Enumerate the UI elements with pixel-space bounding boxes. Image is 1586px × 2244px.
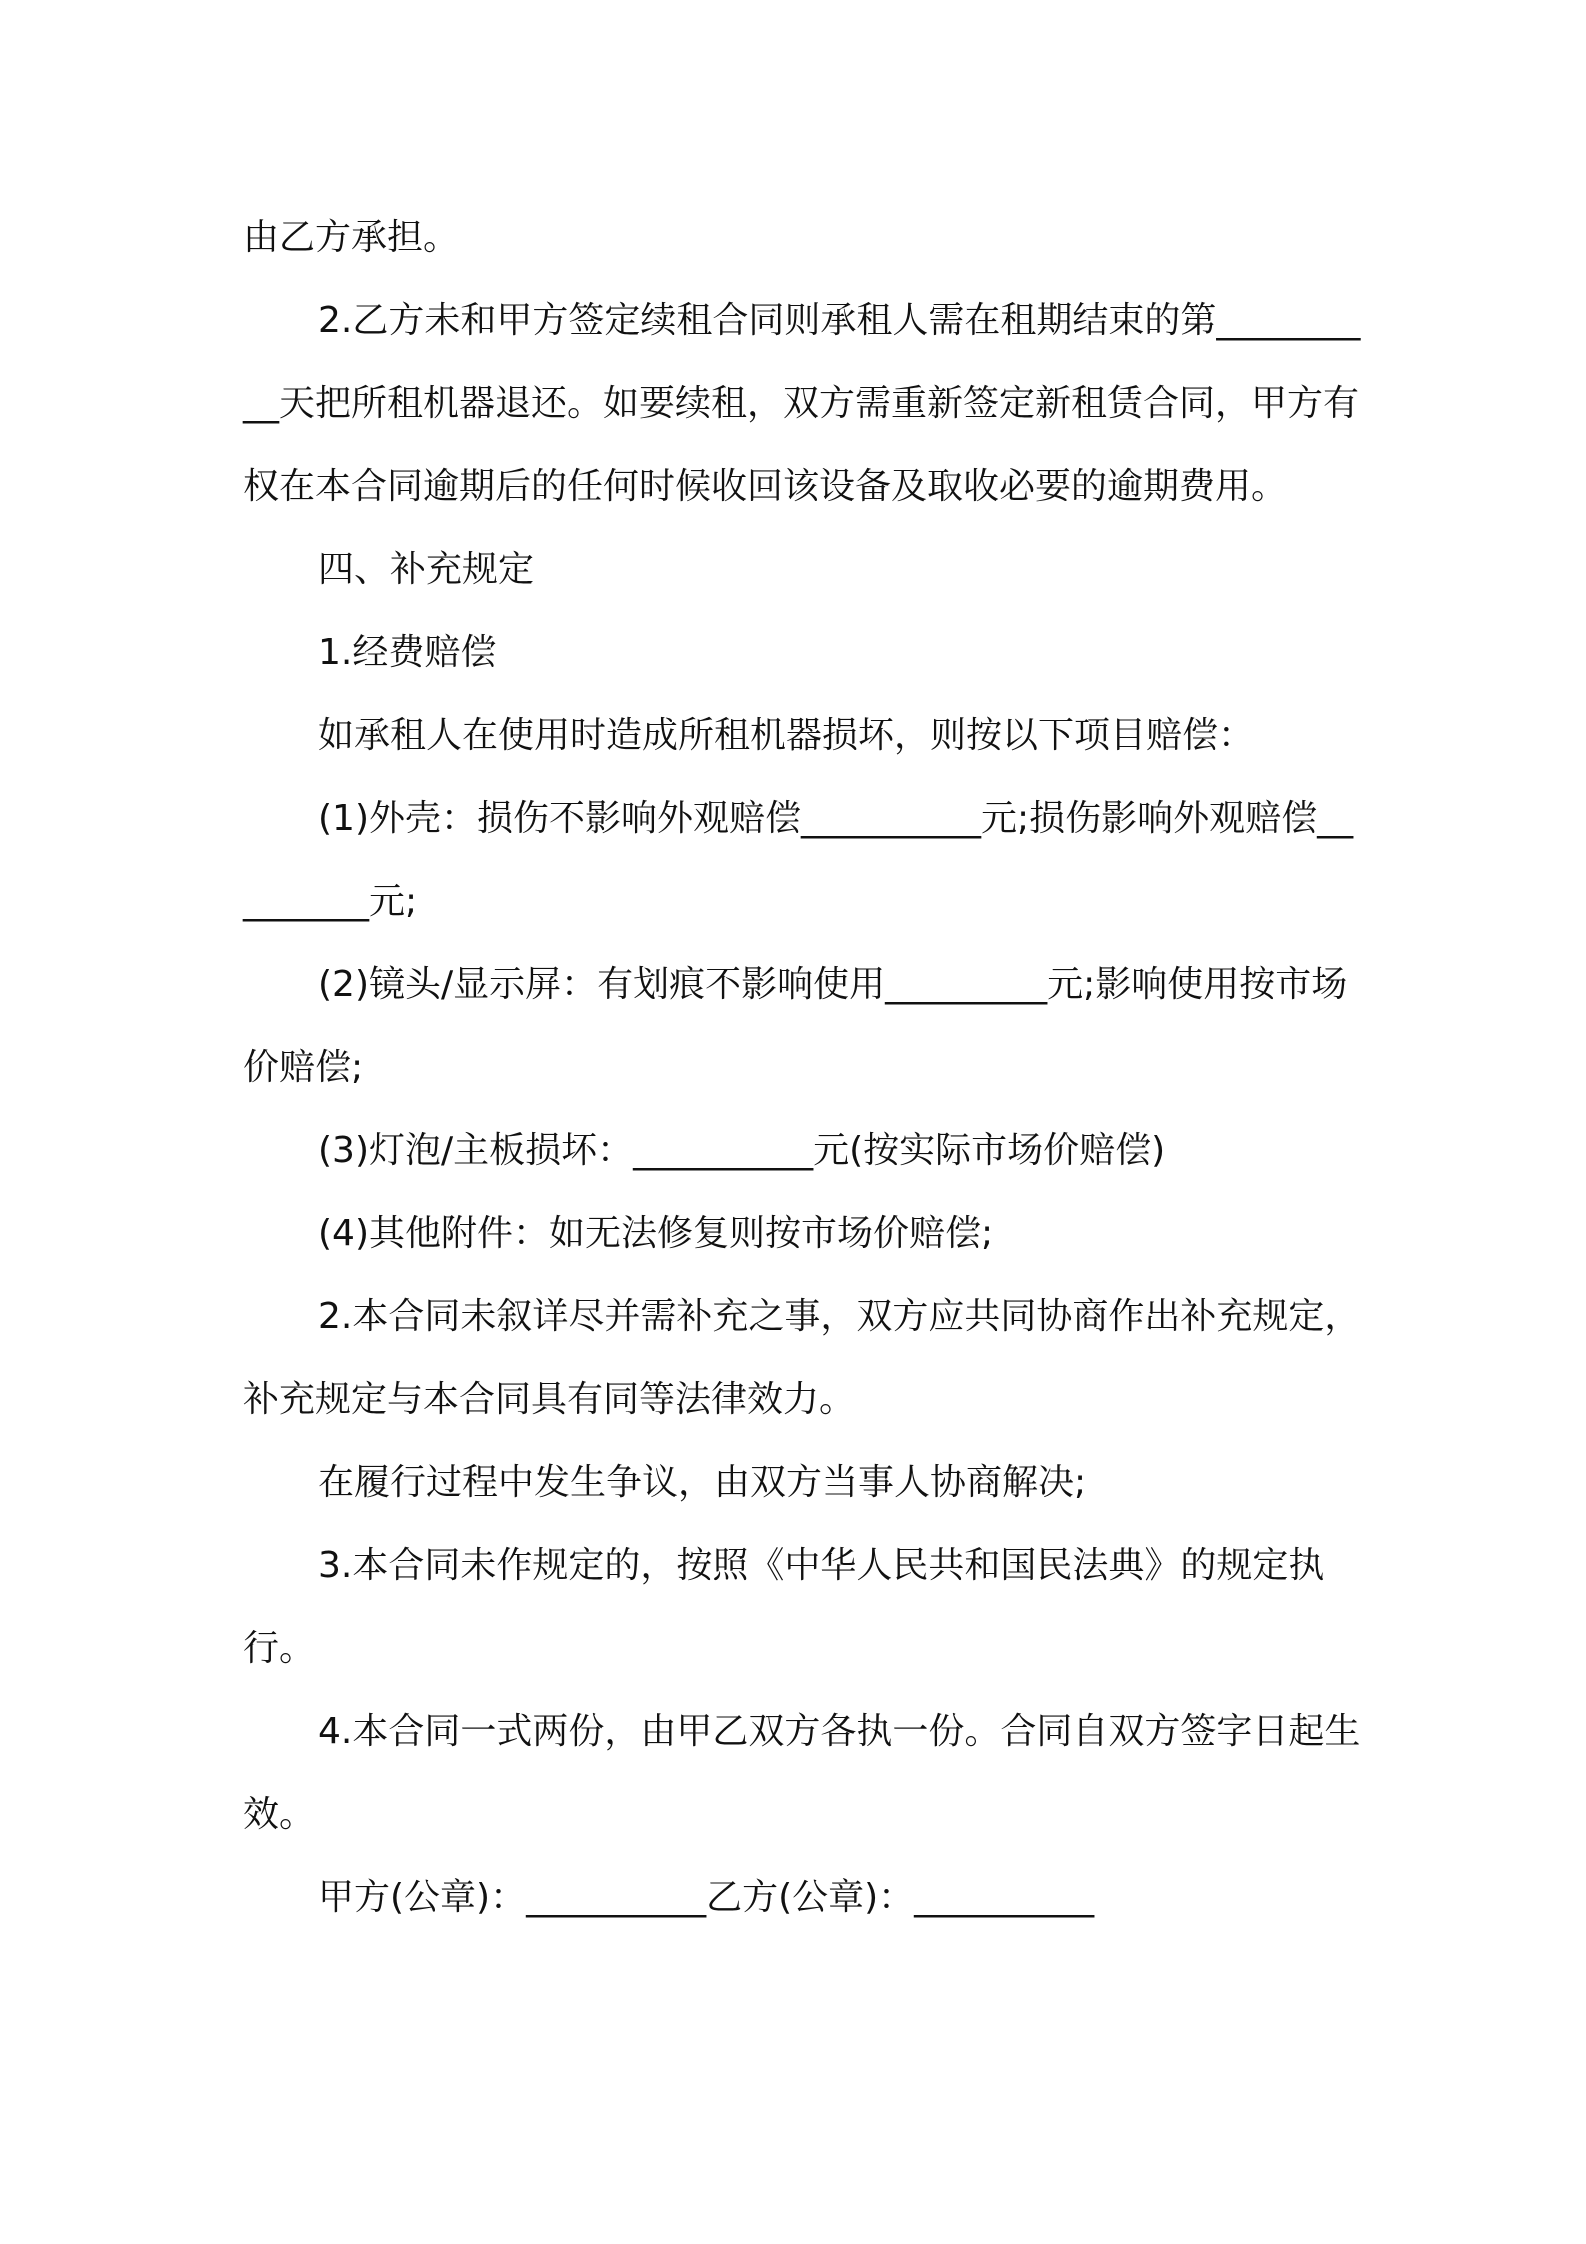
subheading-compensation: 1.经费赔偿 <box>318 632 497 673</box>
signature-line: 甲方(公章)：__________乙方(公章)：__________ <box>318 1877 1095 1918</box>
paragraph-cost-bearer: 由乙方承担。 <box>243 217 460 258</box>
paragraph-civil-code: 3.本合同未作规定的，按照《中华人民共和国民法典》的规定执行。 <box>243 1545 1325 1669</box>
paragraph-copies: 4.本合同一式两份，由甲乙双方各执一份。合同自双方签字日起生效。 <box>243 1711 1361 1835</box>
document-body <box>243 196 1363 1939</box>
list-item-accessories: (4)其他附件：如无法修复则按市场价赔偿; <box>318 1213 994 1254</box>
section-heading-supplementary: 四、补充规定 <box>318 549 535 590</box>
list-item-lens-screen: (2)镜头/显示屏：有划痕不影响使用_________元;影响使用按市场价赔偿; <box>243 964 1348 1088</box>
list-item-casing: (1)外壳：损伤不影响外观赔偿__________元;损伤影响外观赔偿_________元; <box>243 798 1354 922</box>
list-item-bulb-board: (3)灯泡/主板损坏：__________元(按实际市场价赔偿) <box>318 1130 1166 1171</box>
paragraph-damage-intro: 如承租人在使用时造成所租机器损坏，则按以下项目赔偿： <box>318 715 1255 756</box>
paragraph-return-terms: 2.乙方未和甲方签定续租合同则承租人需在租期结束的第__________天把所租机器退还。如要续租，双方需重新签定新租赁合同，甲方有权在本合同逾期后的任何时候收回该设备及取收必要的逾期费用。 <box>243 300 1361 507</box>
paragraph-dispute: 在履行过程中发生争议，由双方当事人协商解决; <box>318 1462 1087 1503</box>
paragraph-supplement-terms: 2.本合同未叙详尽并需补充之事，双方应共同协商作出补充规定，补充规定与本合同具有同等法律效力。 <box>243 1296 1361 1420</box>
